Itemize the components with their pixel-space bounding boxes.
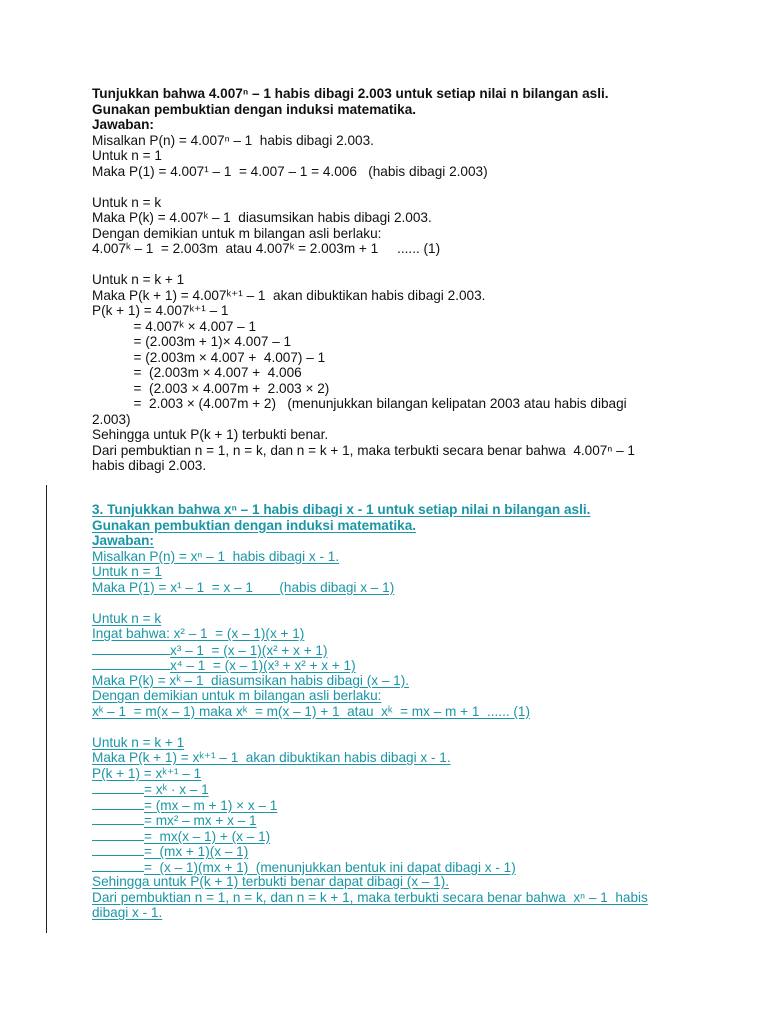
- margin-bar: [46, 485, 47, 933]
- text-line: [92, 210, 692, 226]
- line-text: Ingat bahwa: x² – 1 = (x – 1)(x + 1): [92, 626, 305, 641]
- line-text: Maka P(1) = 4.007¹ – 1 = 4.007 – 1 = 4.006 (habis dibagi 2.003): [92, 163, 488, 179]
- text-line: [92, 750, 692, 766]
- indent-rule: [92, 797, 144, 810]
- text-line: [92, 673, 692, 689]
- line-text: habis dibagi 2.003.: [92, 458, 207, 473]
- text-line: [92, 502, 692, 518]
- line-text: Gunakan pembuktian dengan induksi matematika.: [92, 101, 417, 117]
- line-text: Jawaban:: [92, 117, 154, 132]
- line-text: = (2.003m × 4.007 + 4.007) – 1: [92, 349, 326, 365]
- line-text: Dari pembuktian n = 1, n = k, dan n = k + 1, maka terbukti secara benar bahwa xⁿ – 1 habis: [92, 889, 648, 905]
- text-line: [92, 905, 692, 921]
- text-line: [92, 890, 692, 906]
- text-line: [92, 396, 692, 412]
- line-text: P(k + 1) = xᵏ⁺¹ – 1: [92, 765, 202, 781]
- text-line: [92, 133, 692, 149]
- text-line: [92, 164, 692, 180]
- line-text: Untuk n = k + 1: [92, 734, 185, 750]
- text-line: [92, 580, 692, 596]
- text-line: [92, 303, 692, 319]
- line-text: = (2.003 × 4.007m + 2.003 × 2): [92, 380, 330, 396]
- line-text: = mx² – mx + x – 1: [144, 813, 257, 828]
- text-line: [92, 812, 692, 828]
- line-text: Misalkan P(n) = 4.007ⁿ – 1 habis dibagi 2.003.: [92, 132, 374, 148]
- line-text: Tunjukkan bahwa 4.007ⁿ – 1 habis dibagi 2.003 untuk setiap nilai n bilangan asli.: [92, 86, 609, 101]
- text-line: [92, 533, 692, 549]
- text-line: [92, 874, 692, 890]
- text-line: [92, 226, 692, 242]
- text-line: [92, 843, 692, 859]
- line-text: Untuk n = 1: [92, 564, 162, 579]
- indent-rule: [92, 781, 144, 794]
- line-text: Maka P(k) = 4.007ᵏ – 1 diasumsikan habis dibagi 2.003.: [92, 210, 432, 225]
- line-text: = (2.003m × 4.007 + 4.006: [92, 365, 302, 380]
- line-text: = (x – 1)(mx + 1) (menunjukkan bentuk ini dapat dibagi x - 1): [144, 859, 516, 875]
- text-line: [92, 657, 692, 673]
- text-line: [92, 735, 692, 751]
- text-line: [92, 288, 692, 304]
- line-text: Maka P(k + 1) = 4.007ᵏ⁺¹ – 1 akan dibuktikan habis dibagi 2.003.: [92, 287, 486, 303]
- text-line: [92, 257, 692, 273]
- text-line: [92, 642, 692, 658]
- line-text: P(k + 1) = 4.007ᵏ⁺¹ – 1: [92, 303, 229, 318]
- text-line: [92, 381, 692, 397]
- line-text: = (2.003m + 1)× 4.007 – 1: [92, 334, 292, 349]
- line-text: Maka P(k + 1) = xᵏ⁺¹ – 1 akan dibuktikan habis dibagi x - 1.: [92, 750, 451, 765]
- line-text: x³ – 1 = (x – 1)(x² + x + 1): [170, 642, 328, 658]
- line-text: Dari pembuktian n = 1, n = k, dan n = k + 1, maka terbukti secara benar bahwa 4.007ⁿ – 1: [92, 442, 635, 458]
- text-line: [92, 179, 692, 195]
- line-text: Maka P(k) = xᵏ – 1 diasumsikan habis dibagi (x – 1).: [92, 672, 410, 688]
- line-text: dibagi x - 1.: [92, 905, 163, 920]
- text-line: [92, 781, 692, 797]
- text-line: [92, 518, 692, 534]
- text-line: [92, 412, 692, 428]
- indent-rule: [92, 657, 170, 670]
- text-line: [92, 549, 692, 565]
- line-text: Dengan demikian untuk m bilangan asli berlaku:: [92, 225, 382, 241]
- section-2-proof: [92, 502, 692, 921]
- text-line: [92, 595, 692, 611]
- text-line: [92, 365, 692, 381]
- line-text: Untuk n = k: [92, 610, 162, 626]
- text-line: [92, 148, 692, 164]
- text-line: [92, 443, 692, 459]
- indent-rule: [92, 642, 170, 655]
- text-line: [92, 859, 692, 875]
- line-text: Untuk n = k + 1: [92, 272, 185, 287]
- text-line: [92, 458, 692, 474]
- line-text: x⁴ – 1 = (x – 1)(x³ + x² + x + 1): [170, 658, 356, 673]
- line-text: Jawaban:: [92, 533, 154, 548]
- line-text: = xᵏ · x – 1: [144, 782, 209, 797]
- text-line: [92, 241, 692, 257]
- text-line: [92, 719, 692, 735]
- indent-rule: [92, 812, 144, 825]
- line-text: = mx(x – 1) + (x – 1): [144, 828, 271, 844]
- line-text: = (mx – m + 1) × x – 1: [144, 797, 278, 813]
- line-text: = (mx + 1)(x – 1): [144, 844, 249, 859]
- indent-rule: [92, 843, 144, 856]
- line-text: Gunakan pembuktian dengan induksi matematika.: [92, 517, 417, 533]
- text-line: [92, 86, 692, 102]
- text-line: [92, 626, 692, 642]
- line-text: 4.007ᵏ – 1 = 2.003m atau 4.007ᵏ = 2.003m + 1 ...... (1): [92, 241, 441, 256]
- indent-rule: [92, 828, 144, 841]
- line-text: 3. Tunjukkan bahwa xⁿ – 1 habis dibagi x - 1 untuk setiap nilai n bilangan asli.: [92, 502, 591, 517]
- text-line: [92, 117, 692, 133]
- text-line: [92, 427, 692, 443]
- line-text: Dengan demikian untuk m bilangan asli berlaku:: [92, 688, 382, 703]
- section-1-proof: [92, 86, 692, 474]
- line-text: Maka P(1) = x¹ – 1 = x – 1 (habis dibagi x – 1): [92, 579, 395, 595]
- text-line: [92, 350, 692, 366]
- text-line: [92, 828, 692, 844]
- line-text: Misalkan P(n) = xⁿ – 1 habis dibagi x - 1.: [92, 548, 340, 564]
- text-line: [92, 272, 692, 288]
- text-line: [92, 766, 692, 782]
- indent-rule: [92, 859, 144, 872]
- line-text: Sehingga untuk P(k + 1) terbukti benar dapat dibagi (x – 1).: [92, 874, 450, 889]
- text-line: [92, 797, 692, 813]
- text-line: [92, 334, 692, 350]
- line-text: xᵏ – 1 = m(x – 1) maka xᵏ = m(x – 1) + 1 atau xᵏ = mx – m + 1 ...... (1): [92, 703, 531, 719]
- line-text: = 4.007ᵏ × 4.007 – 1: [92, 318, 257, 334]
- text-line: [92, 688, 692, 704]
- text-line: [92, 102, 692, 118]
- text-line: [92, 319, 692, 335]
- line-text: Untuk n = 1: [92, 148, 162, 163]
- line-text: Sehingga untuk P(k + 1) terbukti benar.: [92, 427, 329, 442]
- text-line: [92, 195, 692, 211]
- line-text: 2.003): [92, 411, 131, 427]
- text-line: [92, 704, 692, 720]
- text-line: [92, 564, 692, 580]
- text-line: [92, 611, 692, 627]
- line-text: = 2.003 × (4.007m + 2) (menunjukkan bilangan kelipatan 2003 atau habis dibagi: [92, 396, 627, 411]
- line-text: Untuk n = k: [92, 194, 162, 210]
